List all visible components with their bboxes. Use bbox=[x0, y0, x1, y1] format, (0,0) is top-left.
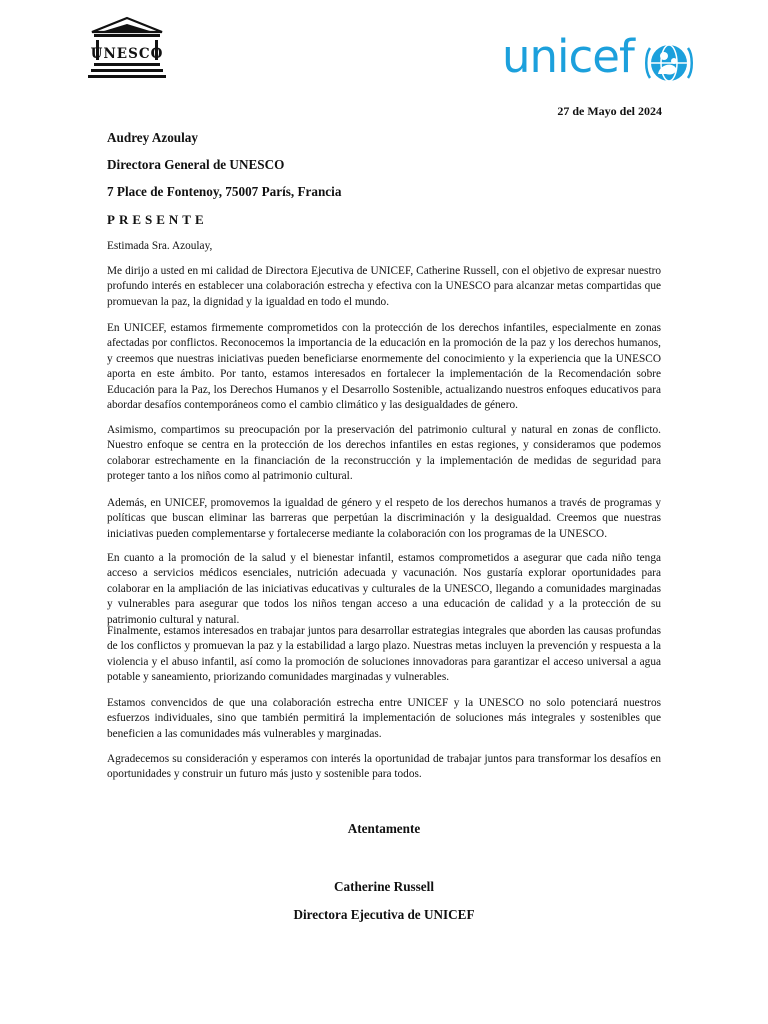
closing: Atentamente bbox=[347, 821, 421, 836]
recipient-title: Directora General de UNESCO bbox=[107, 157, 285, 172]
letter-date: 27 de Mayo del 2024 bbox=[557, 104, 662, 118]
recipient-name: Audrey Azoulay bbox=[107, 130, 198, 145]
unesco-logo-text: UNESCO bbox=[90, 46, 164, 62]
paragraph-5: En cuanto a la promoción de la salud y el bienestar infantil, estamos comprometidos a asegurar que cada niño tenga acceso a servicios médicos esenciales, nutrición adecuada y vacunación. Nos gustaría explorar oportunidades para colaborar en la ampliación de las iniciativas educativas y culturales de la UNESCO, llegando a comunidades marginadas y vulnerables para asegurar que todos los niños tengan acceso a una educación de calidad y a la protección de su patrimonio cultural y natural. bbox=[107, 552, 661, 626]
paragraph-8: Agradecemos su consideración y esperamos con interés la oportunidad de trabajar juntos para transformar los desafíos en oportunidades y construir un futuro más justo y sostenible para todos. bbox=[107, 753, 661, 781]
unicef-logo bbox=[502, 30, 698, 88]
paragraph-4: Además, en UNICEF, promovemos la igualdad de género y el respeto de los derechos humanos a través de programas y políticas que buscan eliminar las barreras que perpetúan la discriminación y la desigualdad. Creemos que nuestras iniciativas pueden complementarse y fortalecerse mediante la colaboración con los programas de la UNESCO. bbox=[107, 497, 661, 540]
paragraph-6: Finalmente, estamos interesados en trabajar juntos para desarrollar estrategias integrales que aborden las causas profundas de los conflictos y promuevan la paz y la estabilidad a largo plazo. Nuestras metas incluyen la prevención y respuesta a la violencia y el abuso infantil, así como la promoción de soluciones innovadoras para garantizar el acceso universal a agua potable y saneamiento, priorizando comunidades marginadas y vulnerables. bbox=[107, 625, 661, 684]
signer-title: Directora Ejecutiva de UNICEF bbox=[293, 907, 475, 922]
unicef-globe-icon bbox=[642, 38, 696, 88]
presente-heading: PRESENTE bbox=[107, 212, 208, 227]
recipient-address: 7 Place de Fontenoy, 75007 París, Francia bbox=[107, 184, 342, 199]
unesco-logo bbox=[88, 16, 166, 86]
paragraph-1: Me dirijo a usted en mi calidad de Directora Ejecutiva de UNICEF, Catherine Russell, con el objetivo de expresar nuestro profundo interés en establecer una colaboración estrecha y efectiva con la UNESCO para alcanzar metas compartidas que promuevan la paz, la dignidad y la igualdad en todo el mundo. bbox=[107, 265, 661, 308]
unicef-wordmark: unicef bbox=[502, 30, 634, 83]
salutation: Estimada Sra. Azoulay, bbox=[107, 240, 213, 252]
paragraph-3: Asimismo, compartimos su preocupación por la preservación del patrimonio cultural y natural en zonas de conflicto. Nuestro enfoque se centra en la protección de los derechos infantiles en estas regiones, y consideramos que podemos colaborar estrechamente en la financiación de la reconstrucción y la implementación de medidas de seguridad para proteger tanto a los niños como al patrimonio cultural. bbox=[107, 424, 661, 483]
signer-name: Catherine Russell bbox=[333, 879, 434, 894]
paragraph-7: Estamos convencidos de que una colaboración estrecha entre UNICEF y la UNESCO no solo potenciará nuestros esfuerzos individuales, sino que también permitirá la implementación de soluciones más integrales y sostenibles que beneficien a las comunidades más vulnerables y marginadas. bbox=[107, 697, 661, 740]
unesco-temple-icon bbox=[88, 16, 166, 86]
paragraph-2: En UNICEF, estamos firmemente comprometidos con la protección de los derechos infantiles, especialmente en zonas afectadas por conflictos. Reconocemos la importancia de la educación en la promoción de la paz y los derechos humanos, y creemos que nuestras iniciativas pueden beneficiarse enormemente del conocimiento y la experiencia que la UNESCO aporta en este ámbito. Por tanto, estamos interesados en fortalecer la implementación de la Recomendación sobre Educación para la Paz, los Derechos Humanos y el Desarrollo Sostenible, actualizando nuestros enfoques educativos para abordar desafíos contemporáneos como el cambio climático y las desigualdades de género. bbox=[107, 322, 661, 412]
